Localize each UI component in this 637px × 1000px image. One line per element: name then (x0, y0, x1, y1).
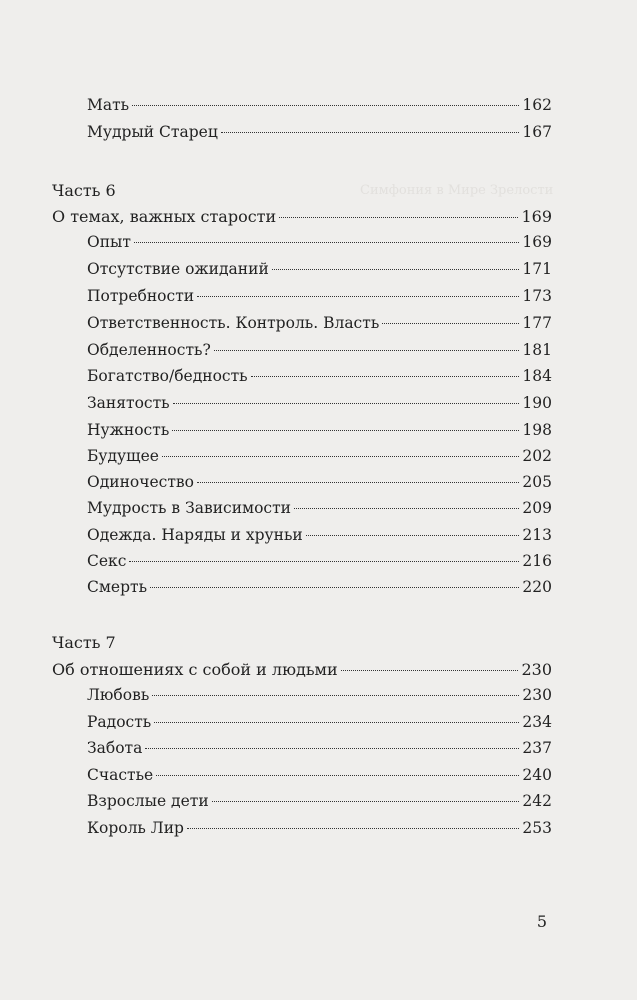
leader-dots (132, 105, 519, 106)
toc-entry[interactable] (87, 233, 552, 251)
toc-entry-title: Радость (87, 713, 152, 731)
toc-entry[interactable] (87, 578, 552, 596)
toc-entry-page: 173 (522, 287, 552, 305)
toc-entry-title: Будущее (87, 447, 159, 465)
leader-dots (197, 482, 519, 483)
toc-entry-title: Мудрый Старец (87, 123, 218, 141)
leader-dots (272, 269, 520, 270)
toc-entry-page: 181 (522, 341, 552, 359)
toc-entry-title: Счастье (87, 766, 154, 784)
leader-dots (294, 508, 519, 509)
toc-entry-page: 234 (522, 713, 552, 731)
leader-dots (341, 670, 519, 671)
toc-entry[interactable] (87, 713, 552, 731)
toc-entry-title: Король Лир (87, 819, 184, 837)
toc-section-title: О темах, важных старости (52, 207, 277, 226)
toc-entry-title: Нужность (87, 421, 170, 439)
toc-entry-title: Одежда. Наряды и хруньи (87, 526, 303, 544)
toc-entry-title: Взрослые дети (87, 792, 209, 810)
toc-entry[interactable] (87, 766, 552, 784)
toc-entry[interactable] (87, 287, 552, 305)
leader-dots (212, 801, 520, 802)
leader-dots (187, 828, 519, 829)
leader-dots (145, 748, 519, 749)
leader-dots (221, 132, 520, 133)
toc-entry-page: 190 (522, 394, 552, 412)
leader-dots (382, 323, 519, 324)
toc-entry[interactable] (87, 526, 552, 544)
toc-entry[interactable] (87, 792, 552, 810)
toc-entry[interactable] (87, 367, 552, 385)
toc-entry[interactable] (87, 421, 552, 439)
toc-entry-title: Любовь (87, 686, 150, 704)
leader-dots (154, 722, 519, 723)
toc-entry-title: Мудрость в Зависимости (87, 499, 292, 517)
toc-entry-title: Ответственность. Контроль. Власть (87, 314, 380, 332)
toc-entry[interactable] (87, 473, 552, 491)
leader-dots (150, 587, 519, 588)
toc-section[interactable] (52, 660, 552, 679)
toc-entry-page: 184 (522, 367, 552, 385)
page-number: 5 (536, 912, 547, 931)
leader-dots (306, 535, 520, 536)
toc-entry-title: Забота (87, 739, 143, 757)
toc-entry-page: 213 (522, 526, 552, 544)
leader-dots (279, 217, 518, 218)
toc-entry-page: 220 (522, 578, 552, 596)
toc-entry-page: 205 (522, 473, 552, 491)
toc-entry-page: 240 (522, 766, 552, 784)
leader-dots (172, 430, 519, 431)
toc-entry[interactable] (87, 314, 552, 332)
leader-dots (173, 403, 520, 404)
toc-entry-title: Смерть (87, 578, 148, 596)
toc-entry[interactable] (87, 447, 552, 465)
bleed-through-text: Симфония в Мире Зрелости (360, 183, 554, 198)
toc-entry[interactable] (87, 260, 552, 278)
toc-entry-title: Богатство/бедность (87, 367, 248, 385)
toc-entry-page: 230 (522, 686, 552, 704)
leader-dots (162, 456, 519, 457)
leader-dots (152, 695, 519, 696)
toc-entry-page: 167 (522, 123, 552, 141)
toc-entry-title: Одиночество (87, 473, 194, 491)
toc-entry-page: 177 (522, 314, 552, 332)
part-heading: Часть 6 (52, 181, 116, 200)
leader-dots (214, 350, 520, 351)
toc-entry-page: 202 (522, 447, 552, 465)
toc-entry-title: Секс (87, 552, 127, 570)
toc-entry[interactable] (87, 819, 552, 837)
toc-entry[interactable] (87, 499, 552, 517)
leader-dots (129, 561, 519, 562)
toc-section-page: 169 (521, 207, 552, 226)
toc-entry-title: Занятость (87, 394, 170, 412)
toc-section-page: 230 (521, 660, 552, 679)
toc-entry-title: Отсутствие ожиданий (87, 260, 269, 278)
toc-entry-page: 237 (522, 739, 552, 757)
leader-dots (197, 296, 519, 297)
toc-entry[interactable] (87, 552, 552, 570)
toc-entry[interactable] (87, 739, 552, 757)
toc-entry[interactable] (87, 341, 552, 359)
toc-entry-page: 198 (522, 421, 552, 439)
toc-entry-page: 216 (522, 552, 552, 570)
toc-entry-title: Мать (87, 96, 130, 114)
leader-dots (134, 242, 519, 243)
toc-entry-page: 242 (522, 792, 552, 810)
toc-entry[interactable] (87, 123, 552, 141)
toc-section-title: Об отношениях с собой и людьми (52, 660, 338, 679)
toc-entry-page: 209 (522, 499, 552, 517)
toc-entry-page: 162 (522, 96, 552, 114)
toc-entry[interactable] (87, 686, 552, 704)
toc-entry[interactable] (87, 394, 552, 412)
toc-entry-page: 253 (522, 819, 552, 837)
toc-section[interactable] (52, 207, 552, 226)
toc-entry-page: 171 (522, 260, 552, 278)
leader-dots (251, 376, 520, 377)
toc-entry[interactable] (87, 96, 552, 114)
toc-entry-title: Потребности (87, 287, 195, 305)
leader-dots (156, 775, 519, 776)
toc-entry-page: 169 (522, 233, 552, 251)
toc-entry-title: Опыт (87, 233, 131, 251)
part-heading: Часть 7 (52, 633, 116, 652)
toc-entry-title: Обделенность? (87, 341, 211, 359)
